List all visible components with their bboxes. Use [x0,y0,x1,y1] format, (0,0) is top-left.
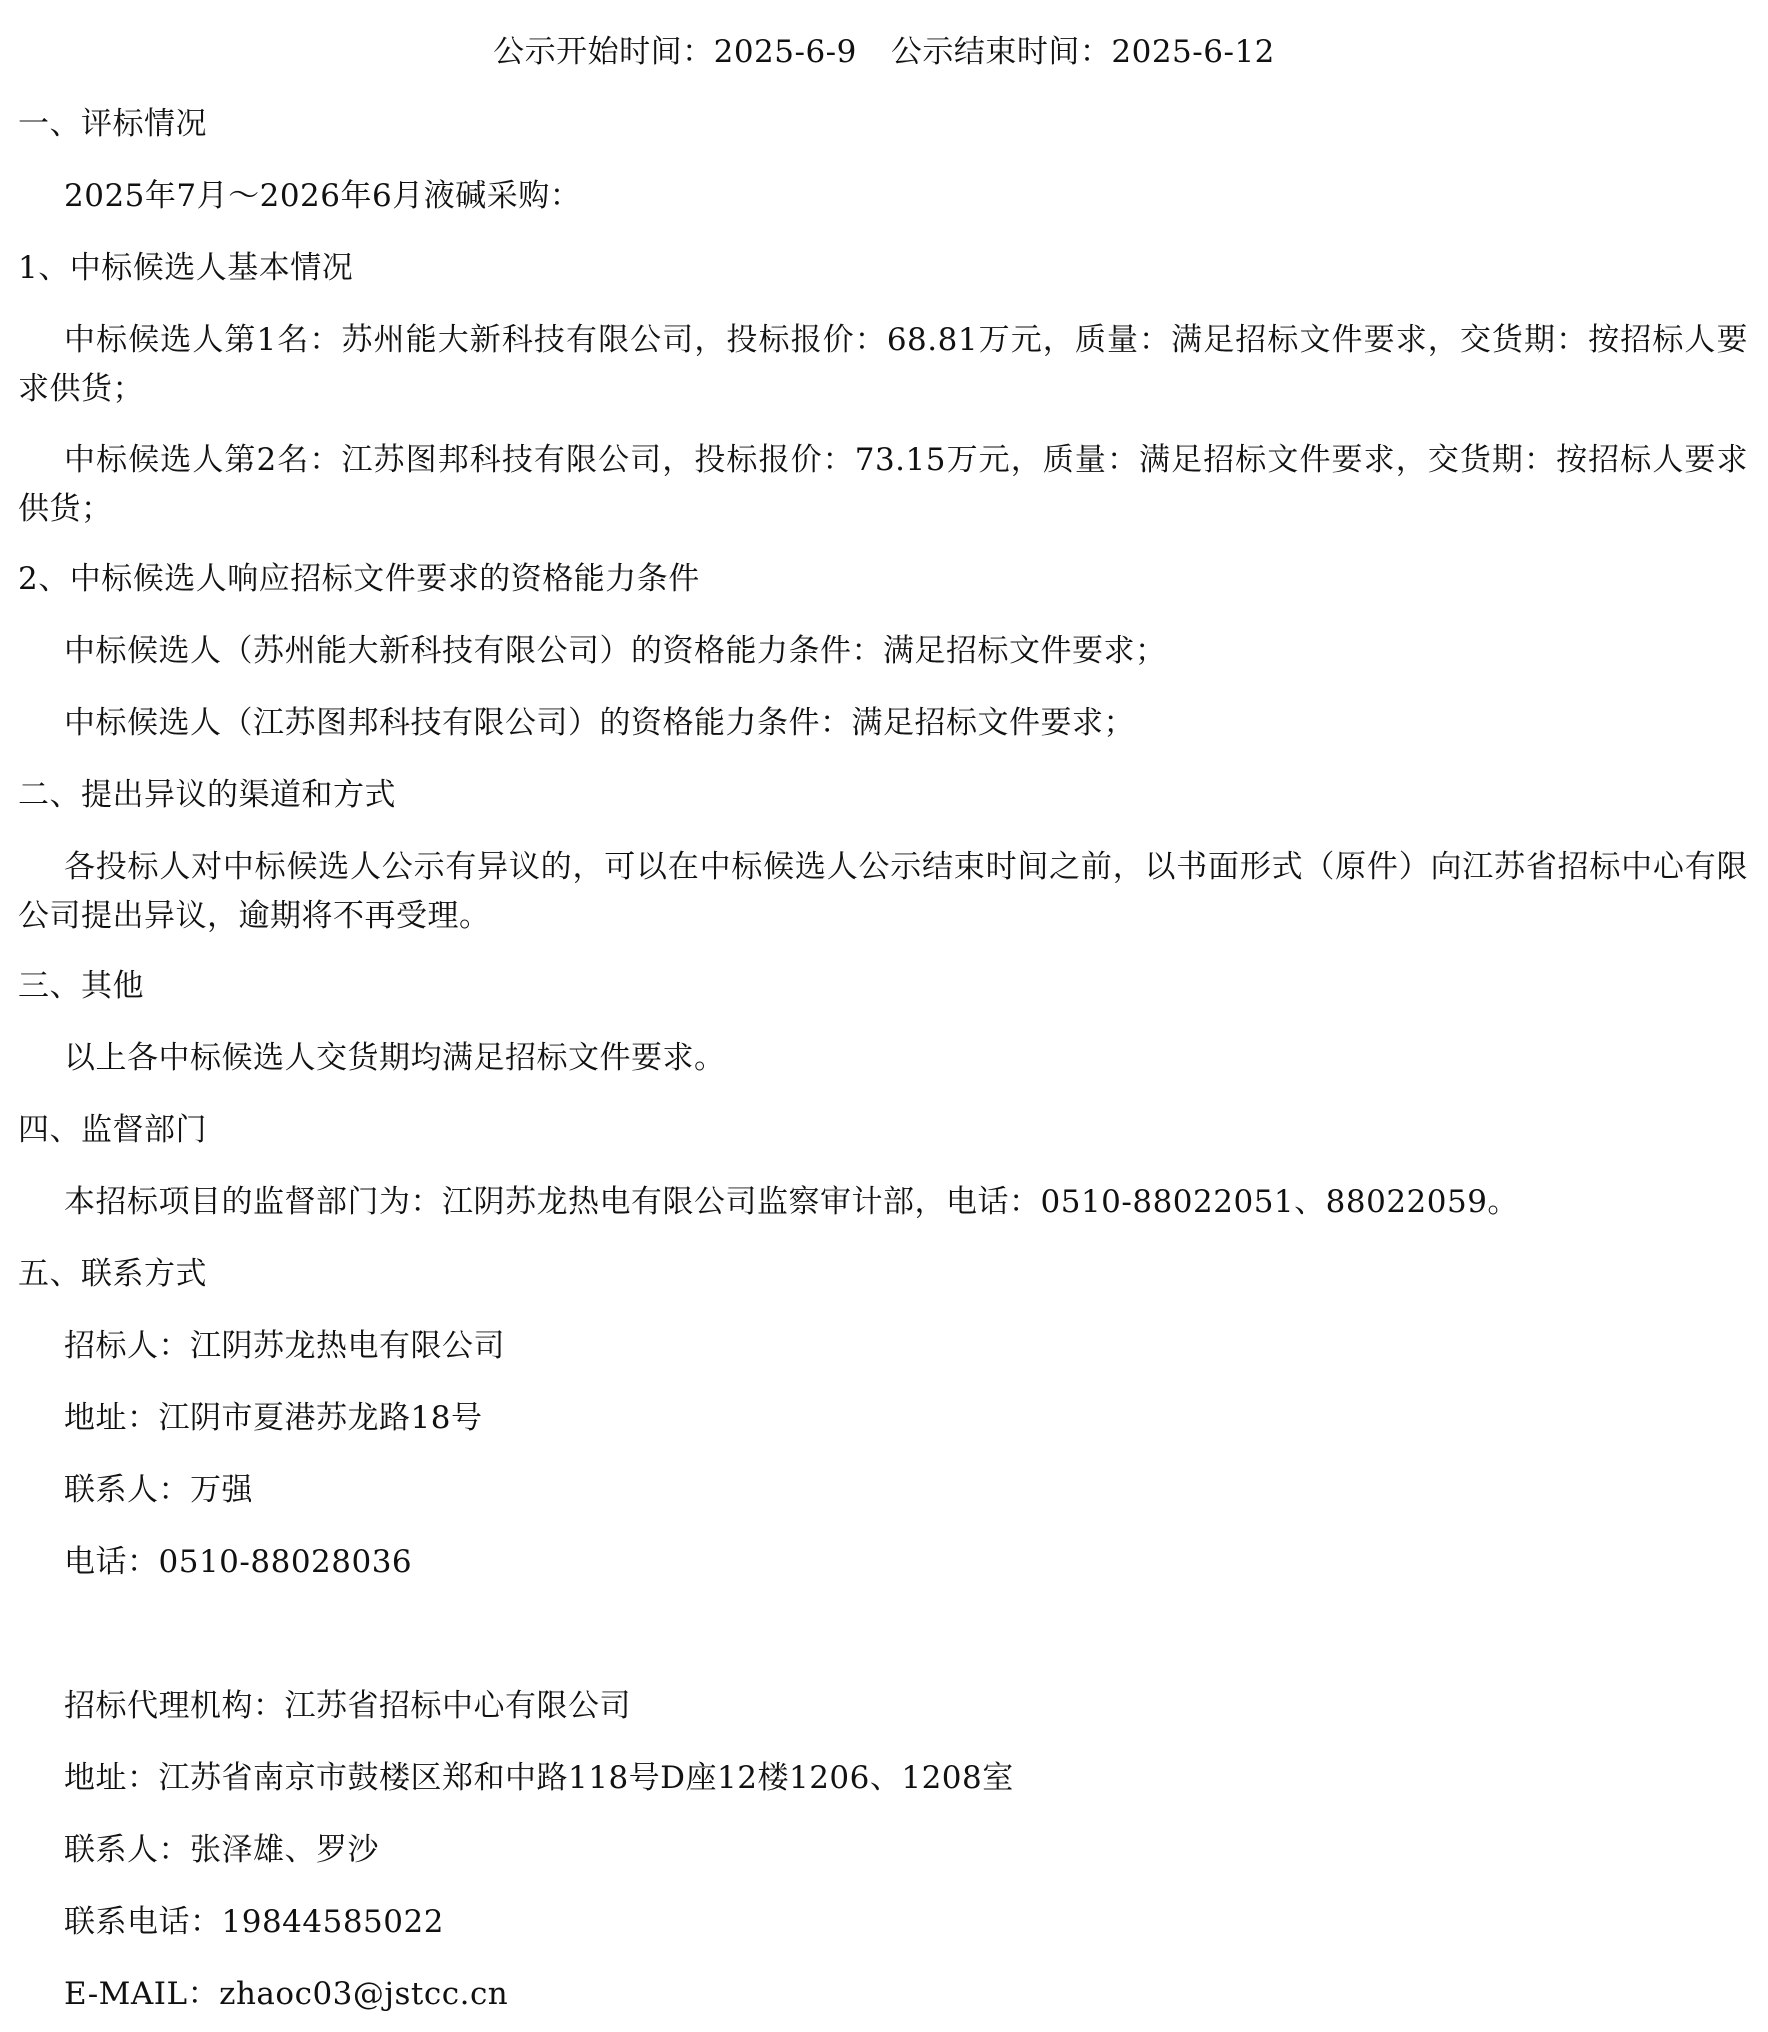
publicity-period [0,28,1768,76]
objection-text: 各投标人对中标候选人公示有异议的，可以在中标候选人公示结束时间之前，以书面形式（原件）向江苏省招标中心有限公司提出异议，逾期将不再受理。 [18,849,1748,934]
agency-contact: 联系人：张泽雄、罗沙 [64,1832,379,1868]
end-date: 2025-6-12 [1111,34,1275,70]
tenderer-name: 招标人：江阴苏龙热电有限公司 [64,1328,505,1364]
section4-heading: 四、监督部门 [18,1112,207,1148]
qualification-1: 中标候选人（苏州能大新科技有限公司）的资格能力条件：满足招标文件要求； [64,633,1167,669]
project-name: 2025年7月～2026年6月液碱采购： [64,178,582,214]
agency-name: 招标代理机构：江苏省招标中心有限公司 [64,1688,631,1724]
subsection1-heading: 1、中标候选人基本情况 [18,250,354,286]
end-label: 公示结束时间： [890,34,1112,70]
section1-heading: 一、评标情况 [18,106,207,142]
agency-phone: 联系电话：19844585022 [64,1904,444,1940]
start-label: 公示开始时间： [493,34,714,70]
other-text: 以上各中标候选人交货期均满足招标文件要求。 [64,1040,726,1076]
agency-address: 地址：江苏省南京市鼓楼区郑和中路118号D座12楼1206、1208室 [64,1760,1014,1796]
tenderer-address: 地址：江阴市夏港苏龙路18号 [64,1400,483,1436]
agency-email: E-MAIL：zhaoc03@jstcc.cn [64,1976,509,2012]
section3-heading: 三、其他 [18,968,144,1004]
tenderer-contact: 联系人：万强 [64,1472,253,1508]
supervision-text: 本招标项目的监督部门为：江阴苏龙热电有限公司监察审计部，电话：0510-88022051、88022059。 [64,1184,1519,1220]
candidate-1-info: 中标候选人第1名：苏州能大新科技有限公司，投标报价：68.81万元，质量：满足招标文件要求，交货期：按招标人要求供货； [18,322,1748,407]
candidate-2-info: 中标候选人第2名：江苏图邦科技有限公司，投标报价：73.15万元，质量：满足招标文件要求，交货期：按招标人要求供货； [18,442,1748,527]
section5-heading: 五、联系方式 [18,1256,207,1292]
tenderer-phone: 电话：0510-88028036 [64,1544,413,1580]
start-date: 2025-6-9 [713,34,857,70]
qualification-2: 中标候选人（江苏图邦科技有限公司）的资格能力条件：满足招标文件要求； [64,705,1135,741]
section2-heading: 二、提出异议的渠道和方式 [18,777,396,813]
subsection2-heading: 2、中标候选人响应招标文件要求的资格能力条件 [18,561,700,597]
